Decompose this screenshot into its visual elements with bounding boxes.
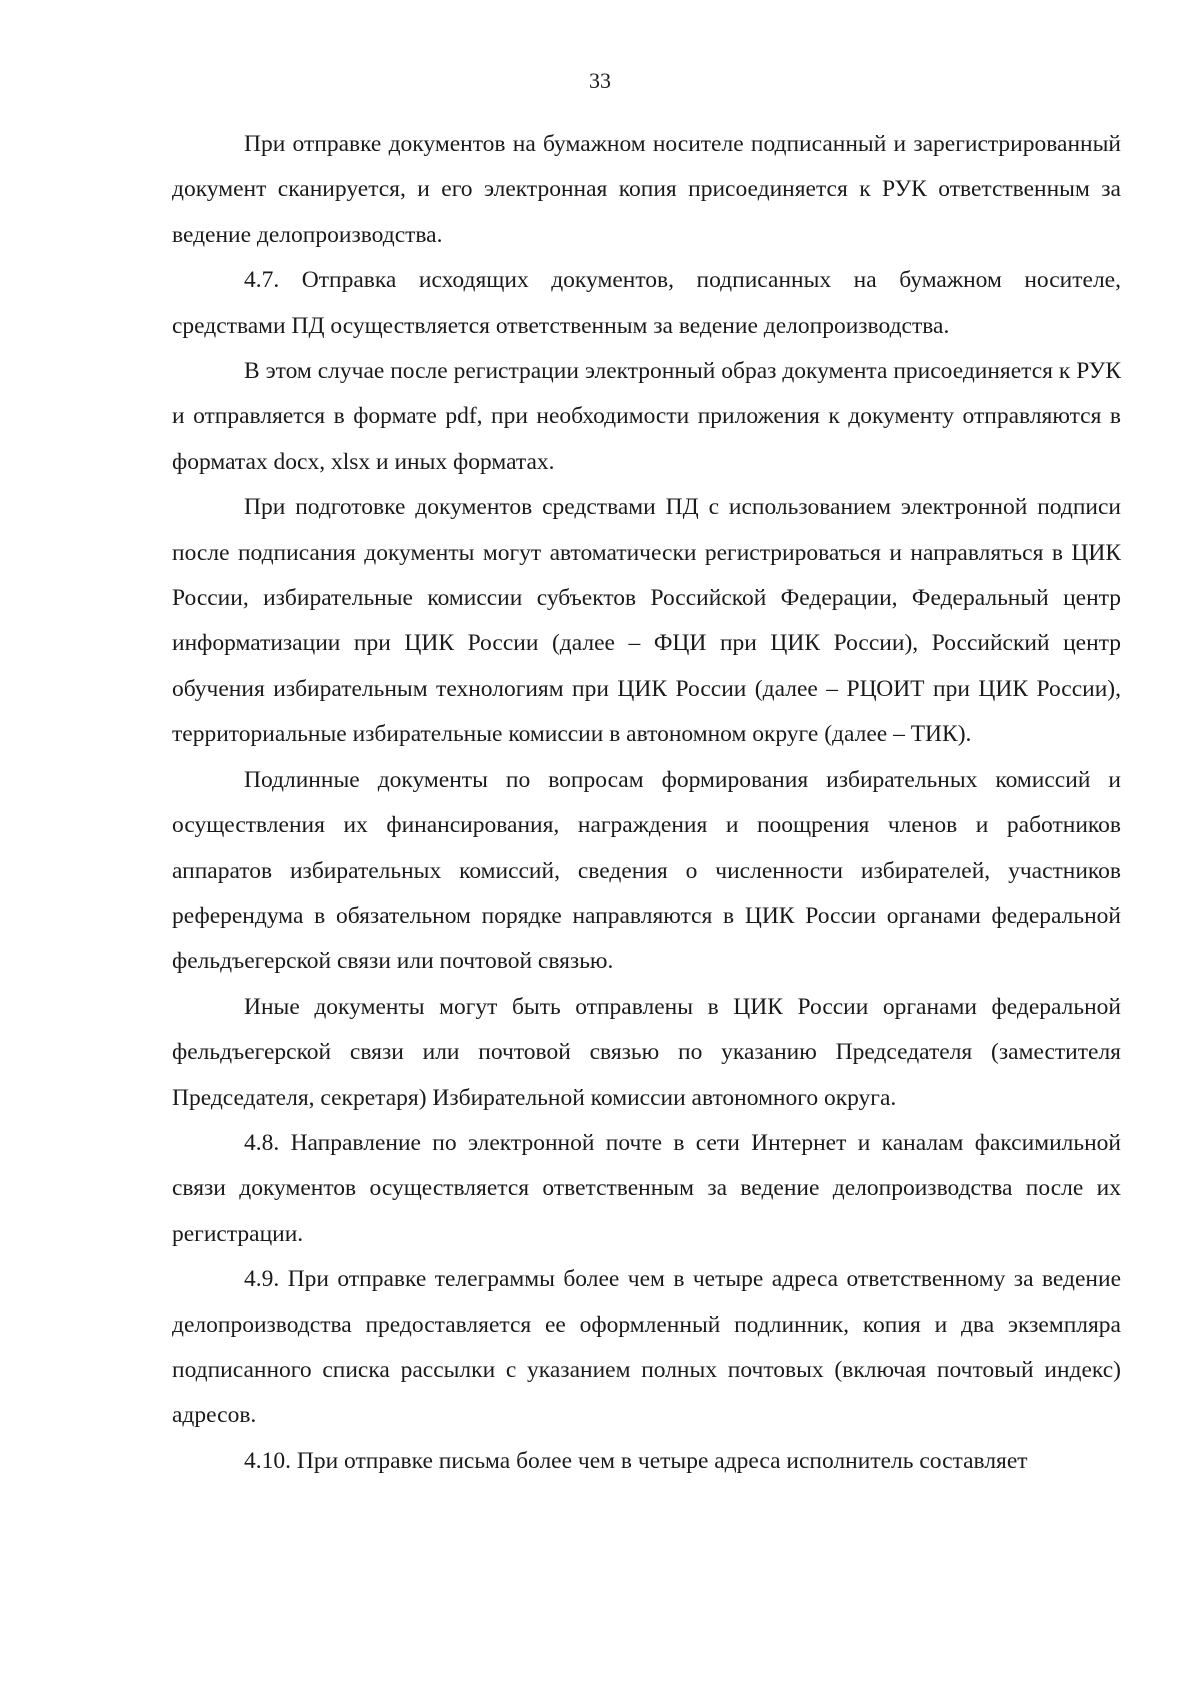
paragraph-electronic-signature: При подготовке документов средствами ПД с использованием электронной подписи после подписания документы могут автоматически регистрироваться и направляться в ЦИК России, избирательные комиссии субъектов Российской Федерации, Федеральный центр информатизации при ЦИК России (далее – ФЦИ при ЦИК России), Российский центр обучения избирательным технологиям при ЦИК России (далее – РЦОИТ при ЦИК России), территориальные избирательные комиссии в автономном округе (далее – ТИК). xyxy=(172,494,1121,748)
paragraph-other-documents: Иные документы могут быть отправлены в ЦИК России органами федеральной фельдъегерской связи или почтовой связью по указанию Председателя (заместителя Председателя, секретаря) Избирательной комиссии автономного округа. xyxy=(172,993,1121,1111)
paragraph-scan-attachment: При отправке документов на бумажном носителе подписанный и зарегистрированный документ сканируется, и его электронная копия присоединяется к РУК ответственным за ведение делопроизводства. xyxy=(172,131,1121,248)
paragraph-4-9: 4.9. При отправке телеграммы более чем в четыре адреса ответственному за ведение делопроизводства предоставляется ее оформленный подлинник, копия и два экземпляра подписанного списка рассылки с указанием полных почтовых (включая почтовый индекс) адресов. xyxy=(172,1266,1121,1429)
paragraph-original-documents: Подлинные документы по вопросам формирования избирательных комиссий и осуществления их финансирования, награждения и поощрения членов и работников аппаратов избирательных комиссий, сведения о численности избирателей, участников референдума в обязательном порядке направляются в ЦИК России органами федеральной фельдъегерской связи или почтовой связью. xyxy=(172,766,1121,975)
paragraph-electronic-image: В этом случае после регистрации электронный образ документа присоединяется к РУК и отправляется в формате pdf, при необходимости приложения к документу отправляются в форматах docx, xlsx и иных форматах. xyxy=(172,358,1121,475)
paragraph-4-8: 4.8. Направление по электронной почте в сети Интернет и каналам факсимильной связи документов осуществляется ответственным за ведение делопроизводства после их регистрации. xyxy=(172,1129,1121,1247)
page-number: 33 xyxy=(589,68,611,93)
document-body xyxy=(172,122,1121,1484)
paragraph-4-10: 4.10. При отправке письма более чем в четыре адреса исполнитель составляет xyxy=(244,1447,1028,1474)
paragraph-4-7: 4.7. Отправка исходящих документов, подписанных на бумажном носителе, средствами ПД осуществляется ответственным за ведение делопроизводства. xyxy=(172,267,1121,339)
